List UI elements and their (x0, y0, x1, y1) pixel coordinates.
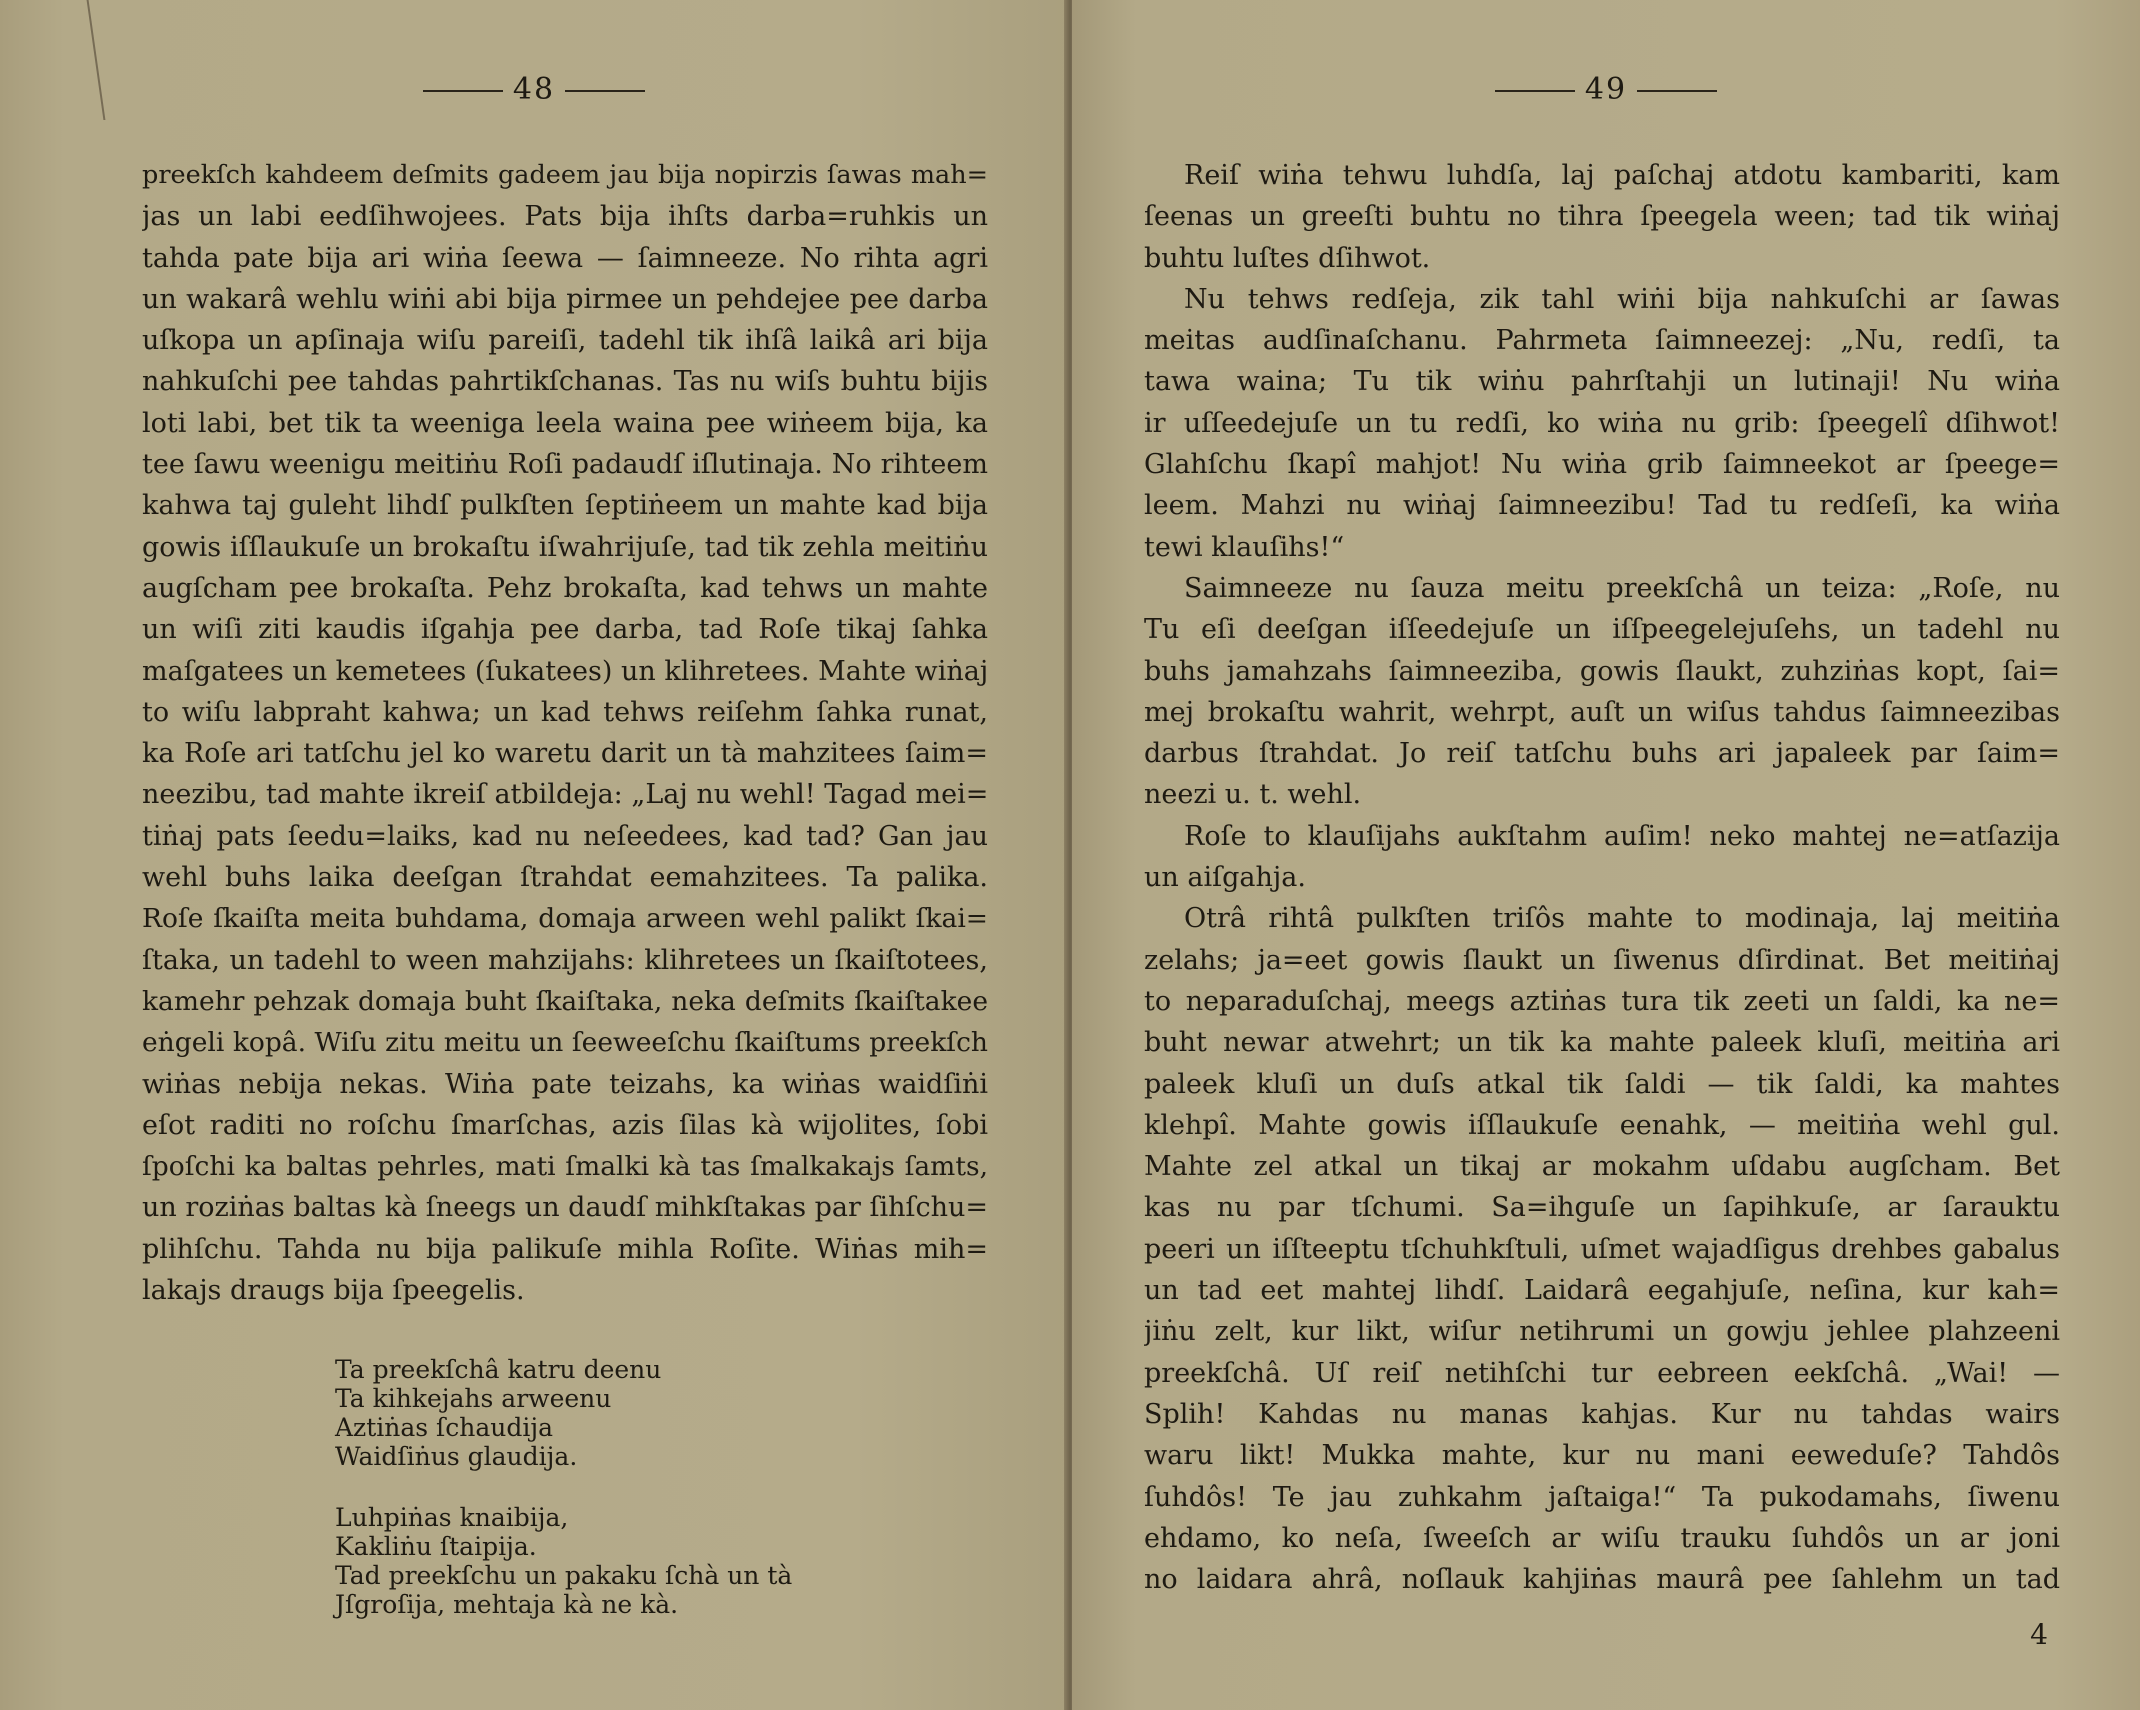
text-line: Mahte zel atkal un tikaj ar mokahm uſdabu augſcham. Bet (1144, 1151, 2060, 1183)
text-line: Roſe to klauſijahs aukſtahm auſim! neko mahtej ne=atſazija (1184, 820, 2060, 852)
text-line: buhtu luſtes dſihwot. (1144, 242, 1431, 274)
text-line: eſot raditi no roſchu ſmarſchas, azis ſilas kà wijolites, ſobi (142, 1109, 988, 1141)
text-line: zelahs; ja=eet gowis ſlaukt un ſiwenus dſirdinat. Bet meitiṅaj (1144, 944, 2060, 976)
text-line: tee ſawu weenigu meitiṅu Roſi padaudſ iſlutinaja. No rihteem (142, 449, 988, 481)
poem-line: Aztiṅas ſchaudija (335, 1413, 554, 1442)
text-line: no laidara ahrâ, noſlauk kahjiṅas maurâ pee ſahlehm un tad (1144, 1564, 2060, 1596)
ornament-rule (565, 90, 645, 92)
text-line: un roziṅas baltas kà ſneegs un daudſ mihkſtakas par ſihſchu= (142, 1192, 988, 1224)
text-line: ſtaka, un tadehl to ween mahzijahs: klihretees un ſkaiſtotees, (142, 944, 988, 976)
ornament-rule (1637, 90, 1717, 92)
text-line: plihſchu. Tahda nu bija palikuſe mihla Roſite. Wiṅas mih= (142, 1233, 988, 1265)
poem-line: Tad preekſchu un pakaku ſchà un tà (335, 1561, 793, 1590)
text-line: to neparaduſchaj, meegs aztiṅas tura tik zeeti un ſaldi, ka ne= (1144, 985, 2060, 1017)
left-page-body (142, 155, 988, 1311)
text-line: tawa waina; Tu tik wiṅu pahrſtahji un lutinaji! Nu wiṅa (1144, 366, 2060, 398)
page-number-right (1072, 72, 2140, 107)
text-line: Glahſchu ſkapî mahjot! Nu wiṅa grib ſaimneekot ar ſpeege= (1144, 449, 2060, 481)
poem-line: Kakliṅu ſtaipija. (335, 1532, 537, 1561)
text-line: un wiſi ziti kaudis iſgahja pee darba, tad Roſe tikaj ſahka (142, 614, 988, 646)
text-line: kahwa taj guleht lihdſ pulkſten ſeptiṅeem un mahte kad bija (142, 490, 988, 522)
text-line: tewi klauſihs!“ (1144, 531, 1345, 563)
text-line: uſkopa un apſinaja wiſu pareiſi, tadehl tik ihſâ laikâ ari bija (142, 325, 988, 357)
signature-mark: 4 (2030, 1618, 2048, 1651)
text-line: jiṅu zelt, kur likt, wiſur netihrumi un gowju jehlee plahzeeni (1144, 1316, 2060, 1348)
text-line: nahkuſchi pee tahdas pahrtikſchanas. Tas nu wiſs buhtu bijis (142, 366, 988, 398)
text-line: buhs jamahzahs ſaimneeziba, gowis ſlaukt, zuhziṅas kopt, ſai= (1144, 655, 2060, 687)
text-line: paleek kluſi un duſs atkal tik ſaldi — tik ſaldi, ka mahtes (1144, 1068, 2060, 1100)
text-line: ehdamo, ko neſa, ſweeſch ar wiſu trauku ſuhdôs un ar joni (1144, 1522, 2060, 1554)
right-page-body (1144, 155, 2060, 1600)
poem-line: Ta preekſchâ katru deenu (335, 1355, 662, 1384)
text-line: preekſchâ. Uſ reiſ netihſchi tur eebreen eekſchâ. „Wai! — (1144, 1357, 2060, 1389)
text-line: jas un labi eedſihwojees. Pats bija ihſts darba=ruhkis un (142, 201, 988, 233)
text-line: neezi u. t. wehl. (1144, 779, 1362, 811)
text-line: maſgatees un kemetees (ſukatees) un klihretees. Mahte wiṅaj (142, 655, 988, 687)
ornament-rule (423, 90, 503, 92)
poem-line: Luhpiṅas knaibija, (335, 1503, 569, 1532)
text-line: preekſch kahdeem deſmits gadeem jau bija nopirzis ſawas mah= (142, 160, 988, 190)
text-line: mej brokaſtu wahrit, wehrpt, auſt un wiſus tahdus ſaimneezibas (1144, 696, 2060, 728)
page-number-left (0, 72, 1068, 107)
left-page (0, 0, 1068, 1710)
text-line: buht newar atwehrt; un tik ka mahte paleek kluſi, meitiṅa ari (1144, 1027, 2060, 1059)
text-line: Otrâ rihtâ pulkſten triſôs mahte to modinaja, laj meitiṅa (1184, 903, 2060, 935)
poem-line: Waidſiṅus glaudija. (335, 1442, 578, 1471)
text-line: neezibu, tad mahte ikreiſ atbildeja: „Laj nu wehl! Tagad mei= (142, 779, 988, 811)
text-line: augſcham pee brokaſta. Pehz brokaſta, kad tehws un mahte (142, 572, 988, 604)
ornament-rule (1495, 90, 1575, 92)
poem-stanza-2 (335, 1503, 792, 1619)
text-line: loti labi, bet tik ta weeniga leela waina pee wiṅeem bija, ka (142, 407, 988, 439)
text-line: peeri un iſſteeptu tſchuhkſtuli, uſmet wajadſigus drehbes gabalus (1144, 1233, 2060, 1265)
text-line: un tad eet mahtej lihdſ. Laidarâ eegahjuſe, neſina, kur kah= (1144, 1275, 2060, 1307)
text-line: gowis iſſlaukuſe un brokaſtu iſwahrijuſe, tad tik zehla meitiṅu (142, 531, 988, 563)
text-line: ka Roſe ari tatſchu jel ko waretu darit un tà mahzitees ſaim= (142, 738, 988, 770)
text-line: Roſe ſkaiſta meita buhdama, domaja arween wehl palikt ſkai= (142, 903, 988, 935)
text-line: wehl buhs laika deeſgan ſtrahdat eemahzitees. Ta palika. (142, 862, 988, 894)
text-line: wiṅas nebija nekas. Wiṅa pate teizahs, ka wiṅas waidſiṅi (142, 1068, 988, 1100)
right-page (1072, 0, 2140, 1710)
text-line: un aiſgahja. (1144, 862, 1306, 894)
text-line: Nu tehws redſeja, zik tahl wiṅi bija nahkuſchi ar ſawas (1184, 283, 2060, 315)
poem-line: Jſgroſija, mehtaja kà ne kà. (335, 1590, 679, 1619)
text-line: leem. Mahzi nu wiṅaj ſaimneezibu! Tad tu redſeſi, ka wiṅa (1144, 490, 2060, 522)
text-line: kamehr pehzak domaja buht ſkaiſtaka, neka deſmits ſkaiſtakee (142, 985, 988, 1017)
text-line: kas nu par tſchumi. Sa=ihguſe un ſapihkuſe, ar ſarauktu (1144, 1192, 2060, 1224)
page-number-text: 49 (1584, 72, 1628, 107)
text-line: waru likt! Mukka mahte, kur nu mani eeweduſe? Tahdôs (1144, 1440, 2060, 1472)
text-line: meitas audſinaſchanu. Pahrmeta ſaimneezej: „Nu, redſi, ta (1144, 325, 2060, 357)
text-line: ſuhdôs! Te jau zuhkahm jaſtaiga!“ Ta pukodamahs, ſiwenu (1144, 1481, 2060, 1513)
text-line: ir uſſeedejuſe un tu redſi, ko wiṅa nu grib: ſpeegelî dſihwot! (1144, 407, 2060, 439)
text-line: lakajs draugs bija ſpeegelis. (142, 1275, 525, 1307)
text-line: to wiſu labpraht kahwa; un kad tehws reiſehm ſahka runat, (142, 696, 988, 728)
text-line: Tu eſi deeſgan iſſeedejuſe un iſſpeegelejuſehs, un tadehl nu (1144, 614, 2060, 646)
text-line: eṅgeli kopâ. Wiſu zitu meitu un ſeeweeſchu ſkaiſtums preekſch (142, 1027, 988, 1059)
text-line: Saimneeze nu ſauza meitu preekſchâ un teiza: „Roſe, nu (1184, 572, 2060, 604)
text-line: Splih! Kahdas nu manas kahjas. Kur nu tahdas wairs (1144, 1398, 2060, 1430)
text-line: un wakarâ wehlu wiṅi abi bija pirmee un pehdejee pee darba (142, 283, 988, 315)
text-line: tahda pate bija ari wiṅa ſeewa — ſaimneeze. No rihta agri (142, 242, 988, 274)
text-line: ſeenas un greeſti buhtu no tihra ſpeegela ween; tad tik wiṅaj (1144, 201, 2060, 233)
poem-line: Ta kihkejahs arweenu (335, 1384, 612, 1413)
text-line: Reiſ wiṅa tehwu luhdſa, laj paſchaj atdotu kambariti, kam (1184, 160, 2060, 191)
text-line: tiṅaj pats ſeedu=laiks, kad nu neſeedees, kad tad? Gan jau (142, 820, 988, 852)
poem-stanza-1 (335, 1355, 661, 1471)
text-line: klehpî. Mahte gowis iſſlaukuſe eenahk, — meitiṅa wehl gul. (1144, 1109, 2060, 1141)
text-line: darbus ſtrahdat. Jo reiſ tatſchu buhs ari japaleek par ſaim= (1144, 738, 2060, 770)
text-line: ſpoſchi ka baltas pehrles, mati ſmalki kà tas ſmalkakajs ſamts, (142, 1151, 988, 1183)
page-number-text: 48 (512, 72, 556, 107)
